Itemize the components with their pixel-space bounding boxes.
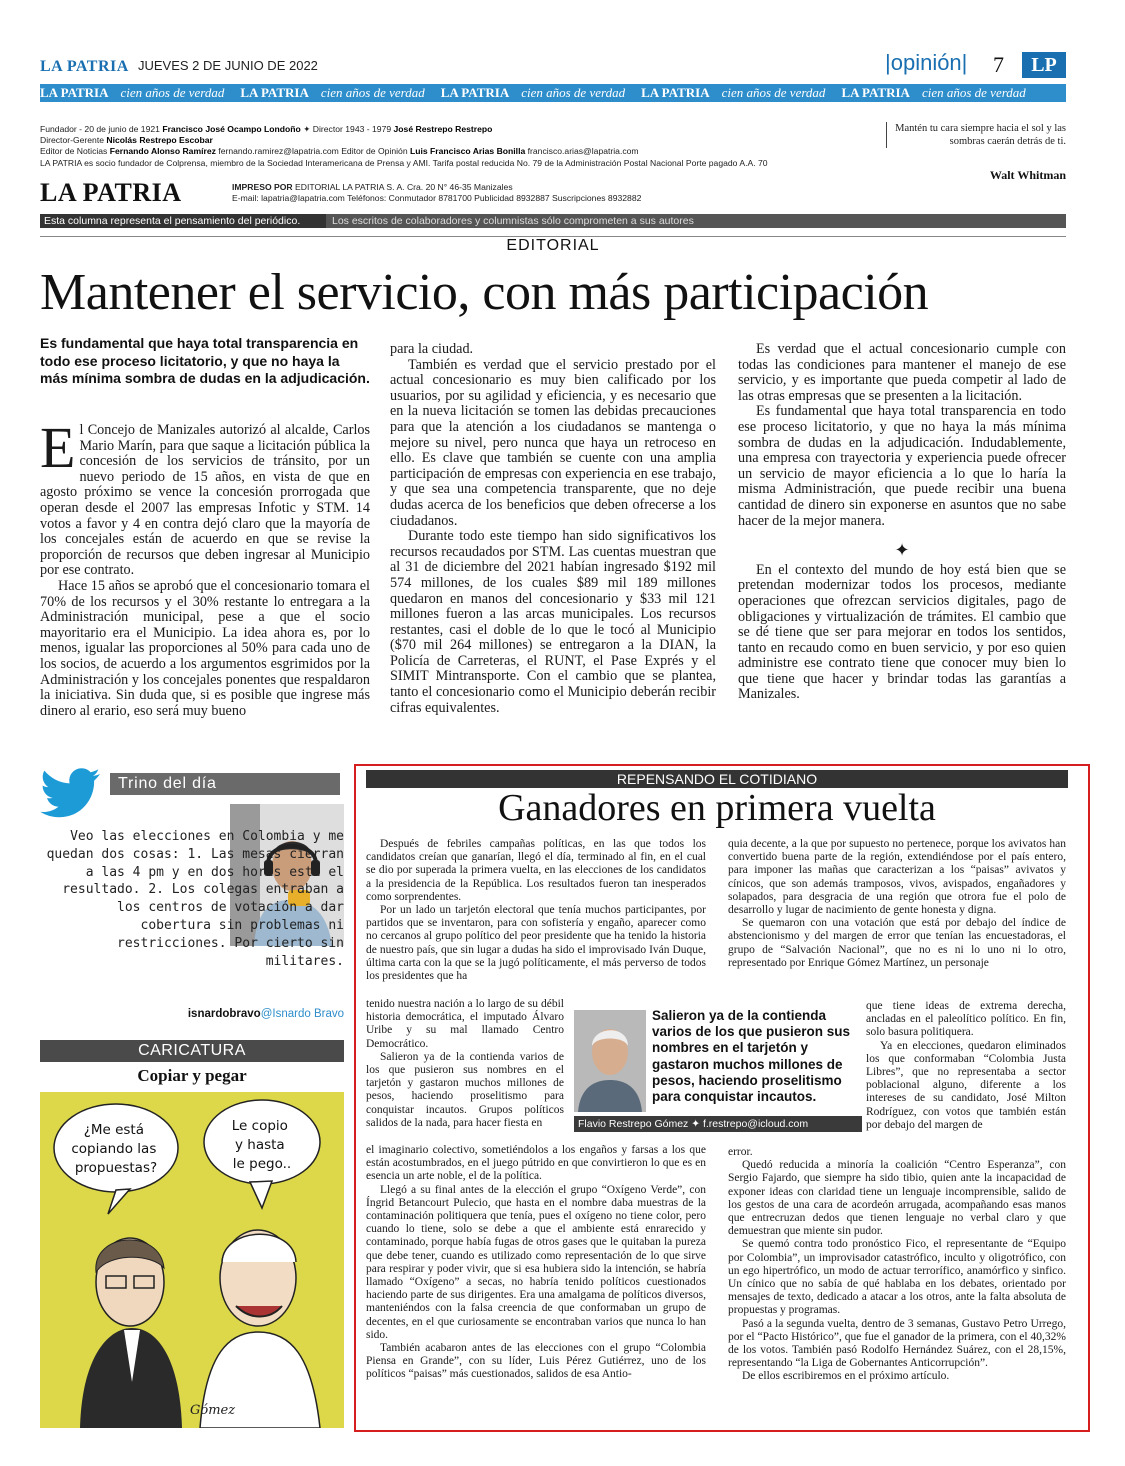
paragraph: que tiene ideas de extrema derecha, ancladas en el paleolítico político. En fin, solo basura politiquera. — [866, 1000, 1066, 1039]
credit-name: Nicolás Restrepo Escobar — [106, 135, 213, 146]
ribbon-brand: LA PATRIA — [641, 85, 710, 100]
ribbon-slogan: cien años de verdad — [320, 85, 425, 100]
editorial-column-3 — [738, 342, 1066, 703]
lp-logo: LP — [1022, 52, 1066, 78]
editorial-deck: Es fundamental que haya total transparencia en todo ese proceso licitatorio, y que no haya la más mínima sombra de dudas en la adjudicación. — [40, 335, 370, 386]
diamond-icon: ✦ — [300, 124, 311, 134]
paragraph: También es verdad que el servicio prestado por el actual concesionario es muy bien calificado por los usuarios, por su agilidad y eficiencia, y es necesario que en la nueva licitación se tomen las debidas precauciones para que la atención a los ciudadanos se mantenga o mejore su nivel, pero nunca que haya un retroceso en ello. Es clave que también se cuente con una amplia participación de empresas con experiencia en ese trabajo, y que sea una competencia transparente, que no deje dudas acerca de los beneficios que deben ofrecerse a los ciudadanos. — [390, 356, 716, 529]
ribbon-brand: LA PATRIA — [240, 85, 309, 100]
tweet-text: Veo las elecciones en Colombia y me quedan dos cosas: 1. Las mesas cierran a las 4 pm y en dos horas está el resultado. 2. Los colegas entraban a los centros de votación a dar cobertura sin problemas ni restricciones. Por cierto sin militares. — [46, 829, 344, 969]
column-tag: REPENSANDO EL COTIDIANO — [366, 770, 1068, 788]
paragraph: el imaginario colectivo, sometiéndolos a los engaños y farsas a los que están acostumbrados, en el juego pútrido en que convirtieron lo que es en esencia un arte noble, el de la política. — [366, 1144, 706, 1183]
slogan-ribbon — [40, 84, 1066, 102]
bubble2-line: Le copio — [231, 1118, 288, 1134]
cartoonist-signature: Gómez — [190, 1403, 236, 1418]
ribbon-slogan: cien años de verdad — [721, 85, 826, 100]
disclaimer-right: Los escritos de colaboradores y columnistas sólo comprometen a sus autores — [332, 215, 694, 227]
ribbon-brand: LA PATRIA — [40, 85, 109, 100]
editorial-headline: Mantener el servicio, con más participación — [40, 264, 929, 321]
masthead-brand: LA PATRIA — [40, 58, 129, 75]
tweet-handle — [180, 1008, 344, 1020]
caricature-drawing — [40, 1092, 344, 1428]
paragraph: Es fundamental que haya total transparencia en todo ese proceso licitatorio, y que no haya la más mínima sombra de dudas en la adjudicación. Indudablemente, una empresa con trayectoria y experiencia puede ofrecer un servicio de mayor eficiencia a lo que lo haría la misma Administración, que puede recibir una buena cantidad de dinero sin exponerse en asuntos que no sabe hacer de la mejor manera. — [738, 403, 1066, 529]
author-name: Flavio Restrepo Gómez — [578, 1118, 689, 1130]
credit-name: Francisco José Ocampo Londoño — [162, 124, 301, 134]
column-title: Ganadores en primera vuelta — [498, 787, 936, 829]
bubble1-line: copiando las — [71, 1141, 157, 1157]
ribbon-brand: LA PATRIA — [440, 85, 510, 100]
paragraph: tenido nuestra nación a lo largo de su débil historia democrática, el imputado Álvaro Uribe y su mal llamado Centro Democrático. — [366, 998, 564, 1050]
column-text-1 — [366, 838, 706, 983]
paragraph: Pasó a la segunda vuelta, dentro de 3 semanas, Gustavo Petro Urrego, por el “Pacto Histórico”, que fue el ganador de la primera, con el 40,32% de los votos. También pasó Rodolfo Hernández Suárez, con el 28,15%, representando “la Liga de Gobernantes Anticorrupción”. — [728, 1317, 1066, 1370]
author-email: f.restrepo@icloud.com — [702, 1118, 809, 1130]
column-text-1a — [366, 998, 564, 1130]
caricature-tag: CARICATURA — [40, 1040, 344, 1062]
svg-text:Le copio y hasta le pe — [232, 1118, 292, 1172]
credit-name: José Restrepo Restrepo — [393, 124, 493, 134]
paragraph: Por un lado un tarjetón electoral que tenía muchos participantes, por partidos que se inventaron, para con sofistería y engaño, aparecer como no cercanos al grupo político del peor presidente que ha tenido la historia de nuestro país, que sin lugar a dudas ha sido el improvisado Iván Duque, última carta con la que se la jugó políticamente, el más perverso de todos los presidentes que ha — [366, 904, 706, 983]
credit-text: francisco.arias@lapatria.com — [525, 146, 639, 157]
pull-quote: Salieron ya de la contienda varios de los que pusieron sus nombres en el tarjetón y gastaron muchos millones de pesos, haciendo proselitismo para conquistar incautos. — [652, 1008, 851, 1105]
paragraph: quia decente, a la que por supuesto no pertenece, porque los avivatos han convertido buena parte de la región, extendiéndose por el país entero, para imponer las mañas que caracterizan a los “paisas” avivatos y cínicos, que son además tramposos, vivos, avispados, engañadores y solapados, para desgracia de una región que otrora fue el polo de desarrollo y lugar de nacimiento de gente honesta y digna. — [728, 838, 1066, 917]
paragraph: Es verdad que el actual concesionario cumple con todas las condiciones para mantener el manejo de ese servicio, y es importante que pueda competir al lado de las otras empresas que se presenten a la licitación. — [738, 341, 1066, 404]
paragraph: Ya en elecciones, quedaron eliminados los que conformaban “Colombia Justa Libres”, que no representaba a sector poblacional alguno, diferente a los intereses de su candidato, José Milton Rodríguez, con votos que también están por debajo del margen de — [866, 1039, 1066, 1131]
paragraph: En el contexto del mundo de hoy está bien que se pretendan modernizar todos los procesos, mediante operaciones que ofrezcan servicios digitales, pago de obligaciones y virtualización de trámites. El cambio que se dé tiene que ser para mejorar en todos los sentidos, tanto en recaudo como en buen servicio, y por eso quien administre ese contrato tiene que conocer muy bien lo que tiene que hacer y brindar todas las garantías a Manizales. — [738, 561, 1066, 703]
disclaimer-left: Esta columna representa el pensamiento del periódico. — [40, 214, 326, 228]
diamond-icon: ✦ — [688, 1118, 703, 1130]
author-photo — [574, 1010, 646, 1112]
tweet-tag: Trino del día — [110, 773, 340, 795]
quote-text: Mantén tu cara siempre hacia el sol y las sombras caerán detrás de ti. — [886, 122, 1066, 148]
column-text-2b — [728, 1146, 1066, 1384]
column-text-1b — [366, 1144, 706, 1382]
svg-text:¿Me está copiando las — [71, 1122, 160, 1176]
paragraph: Después de febriles campañas políticas, en las que todos los candidatos creían que ganarían, llegó el día, terminado al fin, en el cual se dio por superada la primera vuelta, en las elecciones de los candidatos a la presidencia de la República. Los resultados fueron tan inesperados como sorprendentes. — [366, 838, 706, 903]
diamond-icon: ✦ — [894, 540, 910, 561]
paragraph: Quedó reducida a minoría la coalición “Centro Esperanza”, con Sergio Fajardo, que siempre ha sido tibio, quien ante la incapacidad de exponer ideas con claridad tiene un lenguaje incomprensible, salido de los gestos de una cara de acordeón arrugada, acompañando esas manos que entrecruzan dedos que tienen lenguaje no verbal claro y que demuestran que miente sin pudor. — [728, 1159, 1066, 1238]
paragraph: error. — [728, 1146, 753, 1158]
bubble1-line: propuestas? — [74, 1160, 158, 1176]
credit-text: Director-Gerente — [40, 135, 107, 146]
paragraph: Salieron ya de la contienda varios de los que pusieron sus nombres en el tarjetón y gastaron muchos millones de pesos, haciendo proselitismo para conquistar incautos. Grupos políticos salidos de la nada, para hacer fiesta en — [366, 1050, 564, 1129]
imprint-details — [232, 182, 641, 204]
credit-name: Luis Francisco Arias Bonilla — [409, 146, 526, 157]
paragraph: También acabaron antes de las elecciones con el grupo “Colombia Piensa en Grande”, con su líder, Luis Pérez Gutiérrez, uno de los políticos “paisas” más cuestionados, salidos de esa Antio- — [366, 1342, 706, 1381]
credit-text: Director 1943 - 1979 — [310, 124, 394, 134]
masthead-date: JUEVES 2 DE JUNIO DE 2022 — [138, 58, 318, 73]
twitter-bird-icon — [40, 768, 102, 820]
quote-author: Walt Whitman — [989, 168, 1066, 182]
ribbon-slogan: cien años de verdad — [120, 85, 225, 100]
paragraph: Hace 15 años se aprobó que el concesionario tomara el 70% de los recursos y el 30% restante lo entregara a la Administración municipal, pese a que el socio mayoritario era el Municipio. La idea ahora es, por lo menos, igualar las proporciones al 50% para cada uno de los socios, de acuerdo a los argumentos esgrimidos por la Administración y los concejales ponentes que respaldaron la iniciativa. Sin duda que, si es posible que ingrese más dinero al erario, eso será muy bueno — [40, 577, 370, 719]
caricature-title: Copiar y pegar — [137, 1066, 247, 1085]
dropcap: E — [40, 415, 76, 480]
imprint-name: LA PATRIA — [40, 178, 182, 207]
credit-text: Editor de Noticias — [40, 146, 110, 157]
paragraph: Llegó a su final antes de la elección el grupo “Oxígeno Verde”, con Íngrid Betancourt Pulecio, que hasta en el nombre daba muestras de la contaminación politiquera que tenía, pues el oxígeno no tiene color, pero cuando lo tiene, solo se debe a que el ambiente está enrarecido y contaminado, porque había fugas de otros gases que le quitaban la pureza que debe tener, cuando es utilizado como representación de lo que sirve para respirar y poder vivir, que si esa hubiera sido la intención, se habría llamado “Oxígeno” a secas, no habría tenido políticos cuestionados haciendo parte de sus dirigentes. Era una amalgama de políticos diversos, manteniéndos con la falsa creencia de que conformaban un grupo de decentes, en el que curiosamente se encontraban varios que nunca lo han sido. — [366, 1183, 706, 1341]
column-text-2 — [728, 838, 1066, 970]
imprint-address: EDITORIAL LA PATRIA S. A. Cra. 20 N° 46-35 Manizales — [292, 182, 513, 192]
ribbon-brand: LA PATRIA — [841, 85, 910, 100]
ribbon-slogan: cien años de verdad — [521, 85, 626, 100]
paragraph — [40, 415, 370, 579]
author-byline — [574, 1116, 862, 1132]
page-number: 7 — [993, 52, 1004, 77]
staff-credits — [40, 124, 870, 169]
paragraph-text: l Concejo de Manizales autorizó al alcalde, Carlos Mario Marín, para que saque a licitación pública la concesión de los servicios de tránsito, por un nuevo periodo de 15 años, en vista de que en agosto próximo se vence la concesión prorrogada que operan desde el 2007 las empresas Infotic y STM. 14 votos a favor y 4 en contra dejó claro que la mayoría de los concejales están de acuerdo en que se revise la proporción de recursos que deben ingresar al Municipio por ese contrato. — [40, 422, 370, 579]
editorial-label: EDITORIAL — [40, 236, 1066, 255]
paragraph: Se quemaron con una votación que está por debajo del índice de abstencionismo y del margen de error que tenían las encuestadoras, el grupo de “Salvación Nacional”, que no es ni lo uno ni lo otro, representado por Enrique Gómez Martínez, un personaje — [728, 917, 1066, 969]
column-text-2a — [866, 1000, 1066, 1132]
section-name: |opinión| — [885, 50, 968, 75]
credit-text: Fundador - 20 de junio de 1921 — [40, 124, 163, 134]
editorial-column-2 — [390, 342, 716, 716]
paragraph: De ellos escribiremos en el próximo artículo. — [742, 1370, 950, 1383]
imprint-contact: E-mail: lapatria@lapatria.com Teléfonos: Conmutador 8781700 Publicidad 8932887 Suscripciones 8932882 — [232, 193, 642, 203]
paragraph: Durante todo este tiempo han sido significativos los recursos recaudados por STM. Las cuentas muestran que al 31 de diciembre del 2021 habían ingresado $192 mil 574 millones, de los cuales $89 mil 189 millones quedaron en manos del concesionario y $33 mil 121 millones fueron a las arcas municipales. Los recursos restantes, casi el doble de lo que le tocó al Municipio ($70 mil 264 millones) se entregaron a la DIAN, la Policía de Carreteras, el RUNT, el Pase Exprés y el SIMIT Mintransporte. Con el cambio que se plantea, tanto el concesionario como el Municipio deberán recibir cifras equivalentes. — [390, 528, 716, 716]
credit-text: fernando.ramirez@lapatria.com Editor de Opinión — [215, 146, 410, 157]
bubble2-line: y hasta — [234, 1137, 285, 1153]
credit-name: Fernando Alonso Ramírez — [109, 146, 216, 157]
paragraph: para la ciudad. — [390, 341, 474, 357]
tweet-handle-name: @Isnardo Bravo — [260, 1008, 344, 1020]
credit-text: LA PATRIA es socio fundador de Colprensa, miembro de la Sociedad Interamericana de Prensa y AMI. Tarifa postal reducida No. 79 de la Administración Postal Nacional Porte pagado A.A. 70 — [40, 157, 768, 168]
disclaimer-band — [40, 214, 1066, 228]
editorial-column-1 — [40, 415, 370, 719]
section-label: opinión — [890, 50, 962, 75]
tweet-handle-user: isnardobravo — [187, 1008, 261, 1020]
bubble2-line: le pego.. — [232, 1156, 292, 1172]
bubble1-line: ¿Me está — [83, 1122, 145, 1138]
imprint-label: IMPRESO POR — [232, 182, 293, 192]
paragraph: Se quemó contra todo pronóstico Fico, el representante de “Equipo por Colombia”, un improvisador catastrófico, inculto y oligotrófico, con un ego hipertrófico, un modo de actuar terrorífico, anamórfico y sinfico. Un cínico que no sabía de qué hablaba en los debates, orientado por mensajes de texto, dedicado a atacar a los otros, ante la falta absoluta de propuestas y programas. — [728, 1238, 1066, 1317]
ribbon-slogan: cien años de verdad — [921, 85, 1026, 100]
